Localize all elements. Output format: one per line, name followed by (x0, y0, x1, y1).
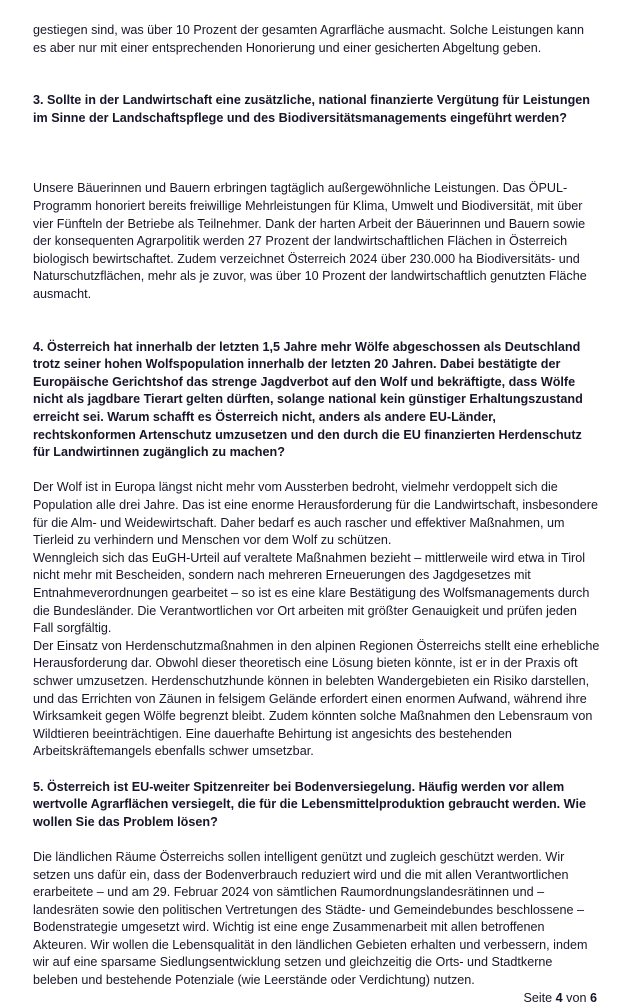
question-5-heading: 5. Österreich ist EU-weiter Spitzenreiter bei Bodenversiegelung. Häufig werden vor allem wertvolle Agrarflächen versiegelt, die für die Lebensmittelproduktion gebraucht werden. Wie wollen Sie das Problem lösen? (33, 779, 586, 829)
spacer (33, 831, 600, 849)
answer-4-paragraph-3: Der Einsatz von Herdenschutzmaßnahmen in den alpinen Regionen Österreichs stellt eine erhebliche Herausforderung dar. Obwohl dieser theoretisch eine Lösung bieten könnte, ist er in der Praxis oft schwer umzusetzen. Herdenschutzhunde können in belebten Wandergebieten ein Risiko darstellen, und das Errichten von Zäunen in felsigem Gelände erfordert einen enormen Aufwand, während ihre Wirksamkeit gegen Wölfe begrenzt bleibt. Zudem könnten solche Maßnahmen den Lebensraum von Wildtieren beeinträchtigen. Eine dauerhafte Behirtung ist angesichts des bestehenden Arbeitskräftemangels ebenfalls schwer umsetzbar. (33, 638, 600, 759)
page-footer (33, 990, 600, 1007)
question-4-heading: 4. Österreich hat innerhalb der letzten 1,5 Jahre mehr Wölfe abgeschossen als Deutschland trotz seiner hohen Wolfspopulation innerhalb der letzten 20 Jahren. Dabei bestätigte der Europäische Gerichtshof das strenge Jagdverbot auf den Wolf und bekräftigte, dass Wölfe nicht als jagdbare Tierart gelten dürften, solange national kein günstiger Erhaltungszustand erreicht sei. Warum schafft es Österreich nicht, anders als andere EU-Länder, rechtskonformen Artenschutz umzusetzen und den durch die EU finanzierten Herdenschutz für Landwirtinnen zugänglich zu machen? (33, 339, 583, 460)
footer-middle-label: von (566, 990, 587, 1005)
answer-5-paragraph: Die ländlichen Räume Österreichs sollen intelligent genützt und zugleich geschützt werden. Wir setzen uns dafür ein, dass der Bodenverbrauch reduziert wird und die mit allen Verantwortlichen erarbeitete – und am 29. Februar 2024 von sämtlichen Raumordnungslandesrätinnen und –landesräten sowie den politischen Vertretungen des Städte- und Gemeindebundes beschlossene – Bodenstrategie umgesetzt wird. Wichtig ist eine enge Zusammenarbeit mit allen betroffenen Akteuren. Wir wollen die Lebensqualität in den ländlichen Gebieten erhalten und verbessern, indem wir auf eine sparsame Siedlungsentwicklung setzen und gleichzeitig die Orts- und Stadtkerne beleben und bestehende Potenziale (wie Leerstände oder Verdichtung) nutzen. (33, 849, 588, 988)
spacer (33, 128, 600, 181)
answer-3-paragraph: Unsere Bäuerinnen und Bauern erbringen tagtäglich außergewöhnliche Leistungen. Das ÖPUL-Programm honoriert bereits freiwillige Mehrleistungen für Klima, Umwelt und Biodiversität, mit über vier Fünfteln der Betriebe als Teilnehmer. Dank der harten Arbeit der Bäuerinnen und Bauern sowie der konsequenten Agrarpolitik werden 27 Prozent der landwirtschaftlichen Flächen in Österreich biologisch bewirtschaftet. Zudem verzeichnet Österreich 2024 über 230.000 ha Biodiversitäts- und Naturschutzflächen, mehr als je zuvor, was über 10 Prozent der landwirtschaftlich genutzten Fläche ausmacht. (33, 181, 587, 301)
spacer (33, 304, 600, 339)
paragraph-continued: gestiegen sind, was über 10 Prozent der gesamten Agrarfläche ausmacht. Solche Leistungen kann es aber nur mit einer entsprechenden Honorierung und einer gesicherten Abgeltung geben. (33, 23, 584, 55)
spacer (33, 57, 600, 92)
question-3-heading: 3. Sollte in der Landwirtschaft eine zusätzliche, national finanzierte Vergütung für Leistungen im Sinne der Landschaftspflege und des Biodiversitätsmanagements eingeführt werden? (33, 93, 591, 125)
footer-prefix-label: Seite (523, 990, 553, 1005)
footer-page-total: 6 (589, 990, 597, 1005)
answer-4-paragraph-1: Der Wolf ist in Europa längst nicht mehr vom Aussterben bedroht, vielmehr verdoppelt sich die Population alle drei Jahre. Das ist eine enorme Herausforderung für die Landwirtschaft, insbesondere für die Alm- und Weidewirtschaft. Daher bedarf es auch rascher und effektiver Maßnahmen, um Tierleid zu verhindern und Menschen vor dem Wolf zu schützen. (33, 480, 598, 548)
spacer (33, 761, 600, 779)
spacer (33, 462, 600, 480)
footer-page-number: 4 (555, 990, 563, 1005)
answer-4-paragraph-2: Wenngleich sich das EuGH-Urteil auf veraltete Maßnahmen bezieht – mittlerweile wird etwa in Tirol nicht mehr mit Bescheiden, sondern nach mehreren Erneuerungen des Jagdgesetzes mit Entnahmeverordnungen gearbeitet – so ist es eine klare Bestätigung des Wolfsmanagements durch die Bundesländer. Die Verantwortlichen vor Ort arbeiten mit größter Genauigkeit und prüfen jeden Fall sorgfältig. (33, 550, 590, 636)
document-body (33, 22, 600, 1007)
